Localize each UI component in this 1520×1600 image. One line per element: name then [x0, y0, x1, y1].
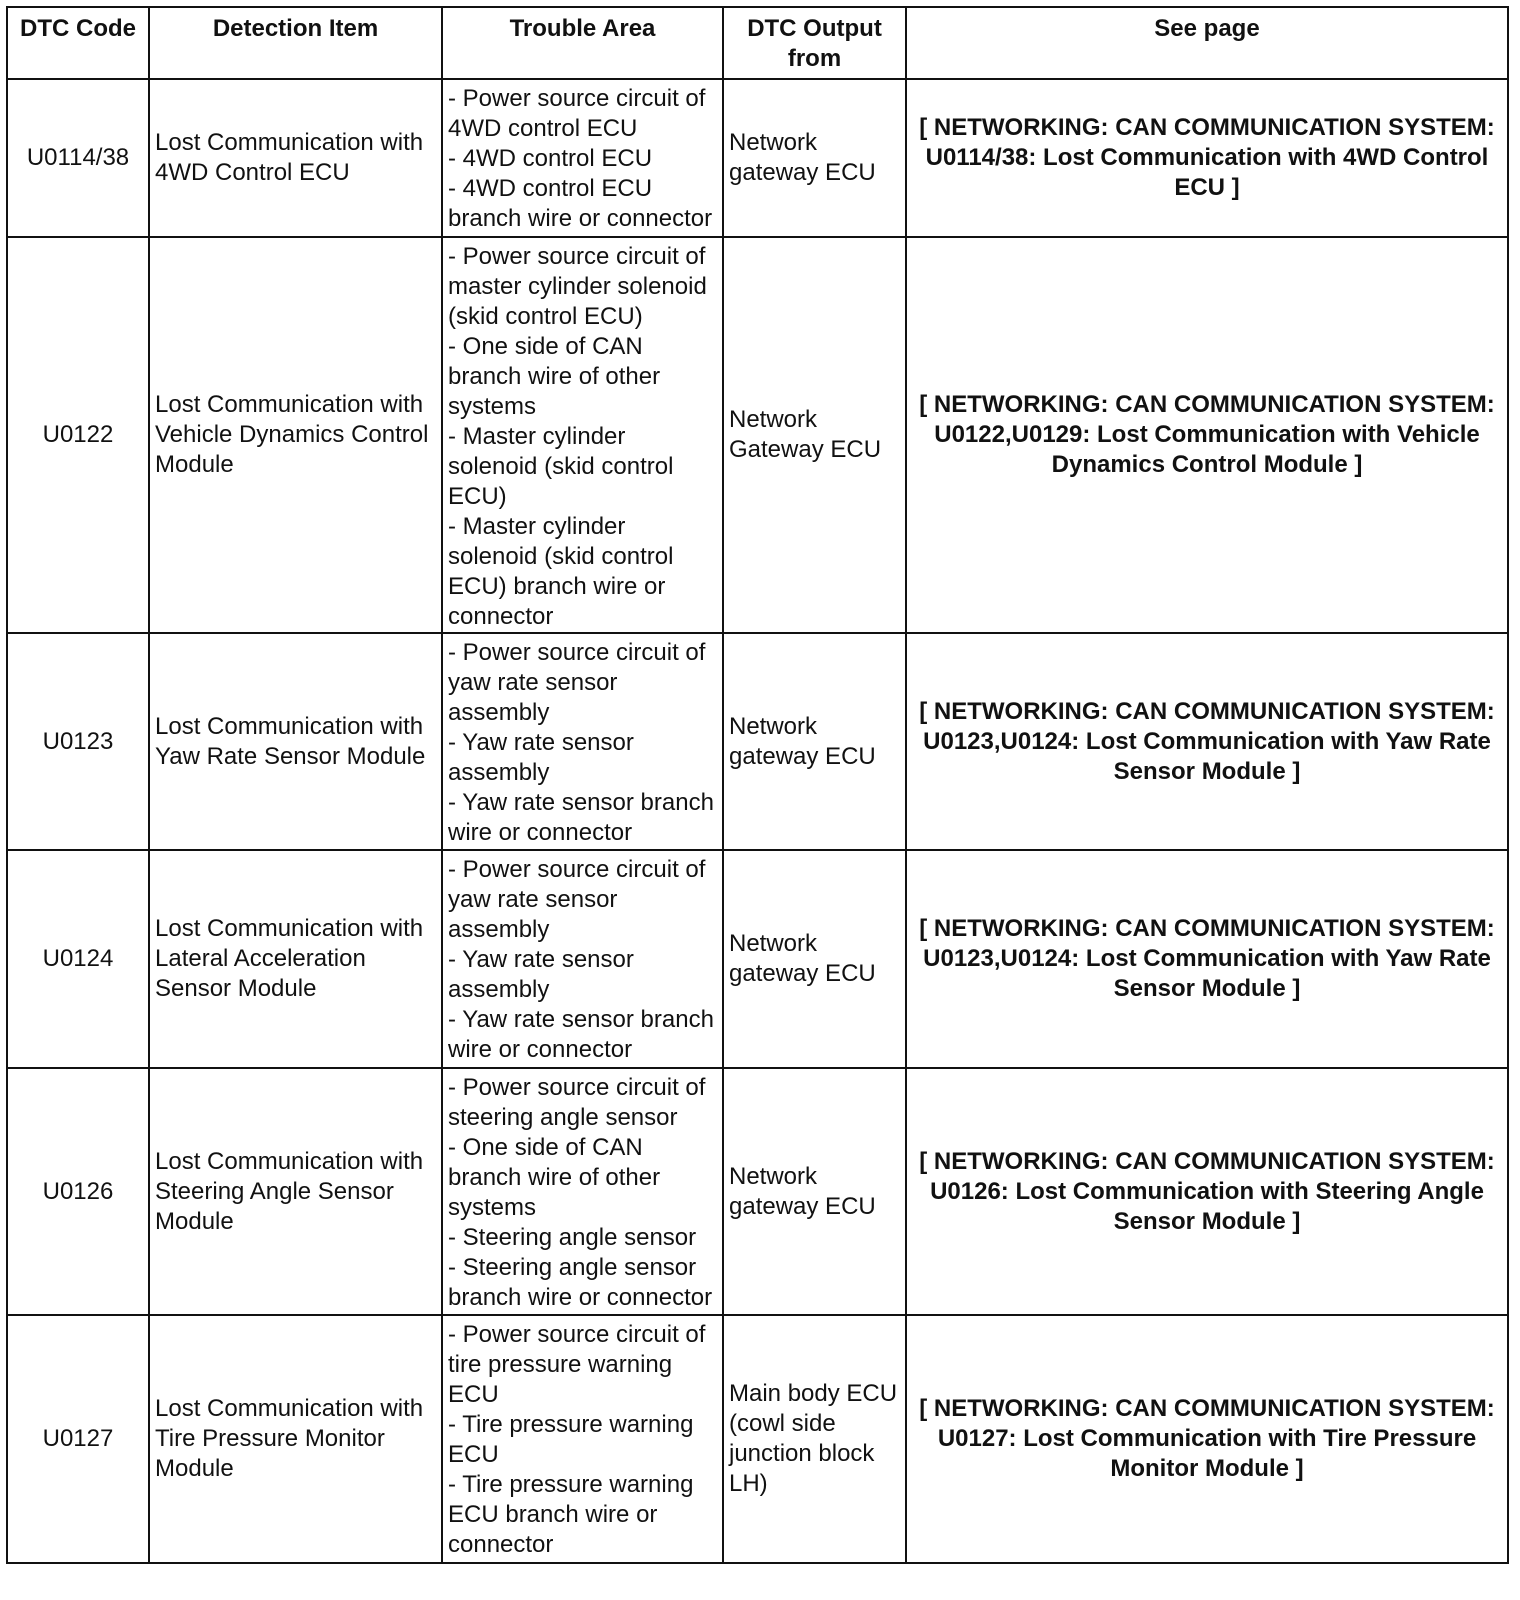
header-trouble-area: Trouble Area [442, 7, 723, 79]
dtc-output-cell: Network gateway ECU [723, 1068, 906, 1315]
dtc-table [6, 6, 1509, 1564]
dtc-code-cell: U0126 [7, 1068, 149, 1315]
trouble-area-cell [442, 79, 723, 237]
header-dtc-code: DTC Code [7, 7, 149, 79]
see-page-link[interactable]: [ NETWORKING: CAN COMMUNICATION SYSTEM: U0126: Lost Communication with Steering Angle Sensor Module ] [919, 1147, 1495, 1235]
detection-item-cell: Lost Communication with Steering Angle Sensor Module [149, 1068, 442, 1315]
trouble-area-line: - Tire pressure warning ECU branch wire or connector [448, 1471, 694, 1558]
dtc-code-cell: U0123 [7, 633, 149, 850]
table-row [7, 633, 1508, 850]
detection-item-cell: Lost Communication with Yaw Rate Sensor Module [149, 633, 442, 850]
table-body [7, 79, 1508, 1563]
see-page-link[interactable]: [ NETWORKING: CAN COMMUNICATION SYSTEM: U0122,U0129: Lost Communication with Vehicle Dynamics Control Module ] [919, 391, 1495, 478]
trouble-area-line: - Master cylinder solenoid (skid control ECU) [448, 423, 674, 510]
trouble-area-line: - Yaw rate sensor branch wire or connector [448, 1006, 714, 1063]
table-row [7, 237, 1508, 633]
trouble-area-line: - Power source circuit of tire pressure warning ECU [448, 1321, 706, 1408]
table-row [7, 850, 1508, 1068]
trouble-area-line: - Yaw rate sensor assembly [448, 946, 634, 1003]
detection-item-cell: Lost Communication with 4WD Control ECU [149, 79, 442, 237]
trouble-area-line: - Yaw rate sensor assembly [448, 729, 634, 786]
table-header-row [7, 7, 1508, 79]
trouble-area-line: - Power source circuit of 4WD control ECU [448, 85, 706, 142]
dtc-output-cell: Main body ECU (cowl side junction block LH) [723, 1315, 906, 1563]
table-row [7, 1315, 1508, 1563]
header-dtc-output-from: DTC Output from [723, 7, 906, 79]
trouble-area-line: - Power source circuit of master cylinder solenoid (skid control ECU) [448, 243, 707, 330]
trouble-area-line: - Steering angle sensor [448, 1224, 697, 1251]
table-row [7, 79, 1508, 237]
see-page-link[interactable]: [ NETWORKING: CAN COMMUNICATION SYSTEM: U0114/38: Lost Communication with 4WD Control ECU ] [919, 114, 1495, 201]
see-page-cell [906, 633, 1508, 850]
trouble-area-line: - Power source circuit of steering angle sensor [448, 1074, 706, 1131]
header-see-page: See page [906, 7, 1508, 79]
dtc-code-cell: U0114/38 [7, 79, 149, 237]
trouble-area-cell [442, 237, 723, 633]
see-page-cell [906, 850, 1508, 1068]
table-row [7, 1068, 1508, 1315]
detection-item-cell: Lost Communication with Vehicle Dynamics Control Module [149, 237, 442, 633]
trouble-area-line: - Master cylinder solenoid (skid control ECU) branch wire or connector [448, 513, 674, 630]
trouble-area-line: - 4WD control ECU [448, 145, 653, 172]
dtc-output-cell: Network gateway ECU [723, 79, 906, 237]
dtc-code-cell: U0127 [7, 1315, 149, 1563]
trouble-area-line: - Yaw rate sensor branch wire or connector [448, 789, 714, 846]
detection-item-cell: Lost Communication with Tire Pressure Monitor Module [149, 1315, 442, 1563]
trouble-area-line: - Power source circuit of yaw rate sensor assembly [448, 856, 706, 943]
dtc-output-cell: Network Gateway ECU [723, 237, 906, 633]
detection-item-cell: Lost Communication with Lateral Acceleration Sensor Module [149, 850, 442, 1068]
trouble-area-line: - One side of CAN branch wire of other systems [448, 333, 661, 420]
see-page-cell [906, 237, 1508, 633]
see-page-link[interactable]: [ NETWORKING: CAN COMMUNICATION SYSTEM: U0123,U0124: Lost Communication with Yaw Rate Sensor Module ] [919, 915, 1495, 1002]
see-page-cell [906, 1315, 1508, 1563]
see-page-link[interactable]: [ NETWORKING: CAN COMMUNICATION SYSTEM: U0127: Lost Communication with Tire Pressure Monitor Module ] [919, 1395, 1495, 1482]
trouble-area-line: - 4WD control ECU branch wire or connector [448, 175, 713, 232]
trouble-area-line: - Power source circuit of yaw rate sensor assembly [448, 639, 706, 726]
trouble-area-line: - Steering angle sensor branch wire or connector [448, 1254, 713, 1311]
trouble-area-line: - Tire pressure warning ECU [448, 1411, 694, 1468]
trouble-area-cell [442, 1068, 723, 1315]
trouble-area-cell [442, 633, 723, 850]
see-page-cell [906, 1068, 1508, 1315]
see-page-link[interactable]: [ NETWORKING: CAN COMMUNICATION SYSTEM: U0123,U0124: Lost Communication with Yaw Rate Sensor Module ] [919, 697, 1495, 785]
header-detection-item: Detection Item [149, 7, 442, 79]
trouble-area-line: - One side of CAN branch wire of other systems [448, 1134, 661, 1221]
trouble-area-cell [442, 1315, 723, 1563]
dtc-output-cell: Network gateway ECU [723, 633, 906, 850]
trouble-area-cell [442, 850, 723, 1068]
dtc-code-cell: U0122 [7, 237, 149, 633]
see-page-cell [906, 79, 1508, 237]
dtc-output-cell: Network gateway ECU [723, 850, 906, 1068]
dtc-code-cell: U0124 [7, 850, 149, 1068]
